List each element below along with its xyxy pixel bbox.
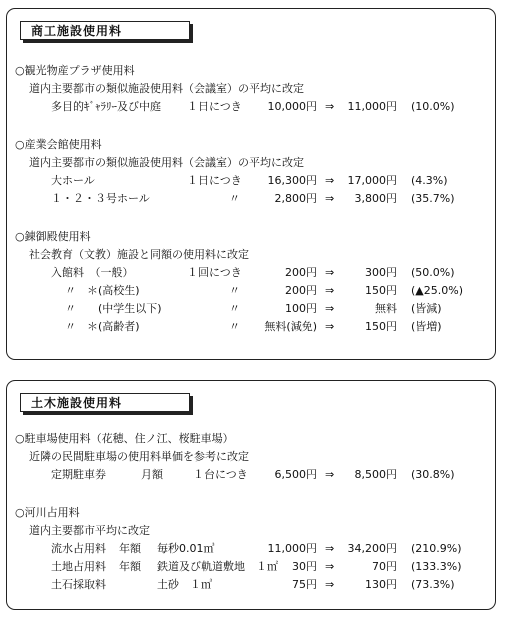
arrow-icon: ⇒ <box>325 192 335 205</box>
fee-unit: 〃 <box>229 192 240 205</box>
old-fee: 75円 <box>292 578 317 591</box>
fee-unit: 毎秒0.01㎥ <box>157 542 215 555</box>
change-rate: (35.7%) <box>411 192 455 205</box>
old-fee: 2,800円 <box>274 192 317 205</box>
fee-unit: 〃 <box>229 320 240 333</box>
new-fee: 17,000円 <box>347 174 397 187</box>
new-fee: 11,000円 <box>347 100 397 113</box>
fee-item-name: 〃 (中学生以下) <box>65 302 162 315</box>
old-fee: 6,500円 <box>274 468 317 481</box>
revision-description: 道内主要都市の類似施設使用料（会議室）の平均に改定 <box>29 156 304 169</box>
revision-description: 道内主要都市平均に改定 <box>29 524 150 537</box>
new-fee: 150円 <box>365 320 397 333</box>
fee-item-name: 入館料 （一般） <box>51 266 134 279</box>
arrow-icon: ⇒ <box>325 100 335 113</box>
change-rate: (210.9%) <box>411 542 462 555</box>
change-rate: (30.8%) <box>411 468 455 481</box>
change-rate: (4.3%) <box>411 174 448 187</box>
arrow-icon: ⇒ <box>325 302 335 315</box>
fee-item-name: 土石採取料 <box>51 578 106 591</box>
section-title: 商工施設使用料 <box>20 21 190 40</box>
old-fee: 100円 <box>285 302 317 315</box>
fee-item-name: 流水占用料 <box>51 542 106 555</box>
new-fee: 34,200円 <box>347 542 397 555</box>
facility-heading: ○観光物産プラザ使用料 <box>15 64 135 77</box>
new-fee: 130円 <box>365 578 397 591</box>
fee-period: 年額 <box>119 560 141 573</box>
fee-unit: 〃 <box>229 302 240 315</box>
fee-item-name: １・２・３号ホール <box>51 192 150 205</box>
fee-unit: 土砂 １㎥ <box>157 578 212 591</box>
change-rate: (皆増) <box>411 320 442 333</box>
fee-unit: 〃 <box>229 284 240 297</box>
arrow-icon: ⇒ <box>325 320 335 333</box>
change-rate: (133.3%) <box>411 560 462 573</box>
change-rate: (▲25.0%) <box>411 284 463 297</box>
fee-period: 月額 <box>141 468 163 481</box>
fee-item-name: 土地占用料 <box>51 560 106 573</box>
civil-facilities-panel <box>6 380 496 610</box>
arrow-icon: ⇒ <box>325 174 335 187</box>
section-title: 土木施設使用料 <box>20 393 190 412</box>
commercial-facilities-panel <box>6 8 496 360</box>
revision-description: 道内主要都市の類似施設使用料（会議室）の平均に改定 <box>29 82 304 95</box>
fee-unit: １日につき <box>187 174 242 187</box>
facility-heading: ○産業会館使用料 <box>15 138 102 151</box>
old-fee: 無料(減免) <box>264 320 317 333</box>
change-rate: (10.0%) <box>411 100 455 113</box>
arrow-icon: ⇒ <box>325 468 335 481</box>
fee-item-name: 〃 ＊(高齢者) <box>65 320 140 333</box>
fee-item-name: 多目的ｷﾞｬﾗﾘｰ及び中庭 <box>51 100 161 113</box>
fee-item-name: 定期駐車券 <box>51 468 106 481</box>
facility-heading: ○錬御殿使用料 <box>15 230 91 243</box>
arrow-icon: ⇒ <box>325 542 335 555</box>
arrow-icon: ⇒ <box>325 266 335 279</box>
old-fee: 16,300円 <box>267 174 317 187</box>
change-rate: (50.0%) <box>411 266 455 279</box>
old-fee: 30円 <box>292 560 317 573</box>
change-rate: (73.3%) <box>411 578 455 591</box>
fee-unit: 鉄道及び軌道敷地 １㎡ <box>157 560 278 573</box>
old-fee: 200円 <box>285 266 317 279</box>
revision-description: 社会教育（文教）施設と同額の使用料に改定 <box>29 248 249 261</box>
revision-description: 近隣の民間駐車場の使用料単価を参考に改定 <box>29 450 249 463</box>
old-fee: 10,000円 <box>267 100 317 113</box>
old-fee: 200円 <box>285 284 317 297</box>
fee-item-name: 〃 ＊(高校生) <box>65 284 140 297</box>
arrow-icon: ⇒ <box>325 560 335 573</box>
fee-unit: １回につき <box>187 266 242 279</box>
fee-item-name: 大ホール <box>51 174 95 187</box>
new-fee: 3,800円 <box>354 192 397 205</box>
facility-heading: ○駐車場使用料（花穂、住ノ江、桜駐車場） <box>15 432 234 445</box>
facility-heading: ○河川占用料 <box>15 506 80 519</box>
new-fee: 8,500円 <box>354 468 397 481</box>
fee-unit: １日につき <box>187 100 242 113</box>
new-fee: 300円 <box>365 266 397 279</box>
new-fee: 無料 <box>375 302 397 315</box>
fee-unit: １台につき <box>193 468 248 481</box>
new-fee: 70円 <box>372 560 397 573</box>
change-rate: (皆減) <box>411 302 442 315</box>
arrow-icon: ⇒ <box>325 284 335 297</box>
old-fee: 11,000円 <box>267 542 317 555</box>
fee-period: 年額 <box>119 542 141 555</box>
new-fee: 150円 <box>365 284 397 297</box>
arrow-icon: ⇒ <box>325 578 335 591</box>
